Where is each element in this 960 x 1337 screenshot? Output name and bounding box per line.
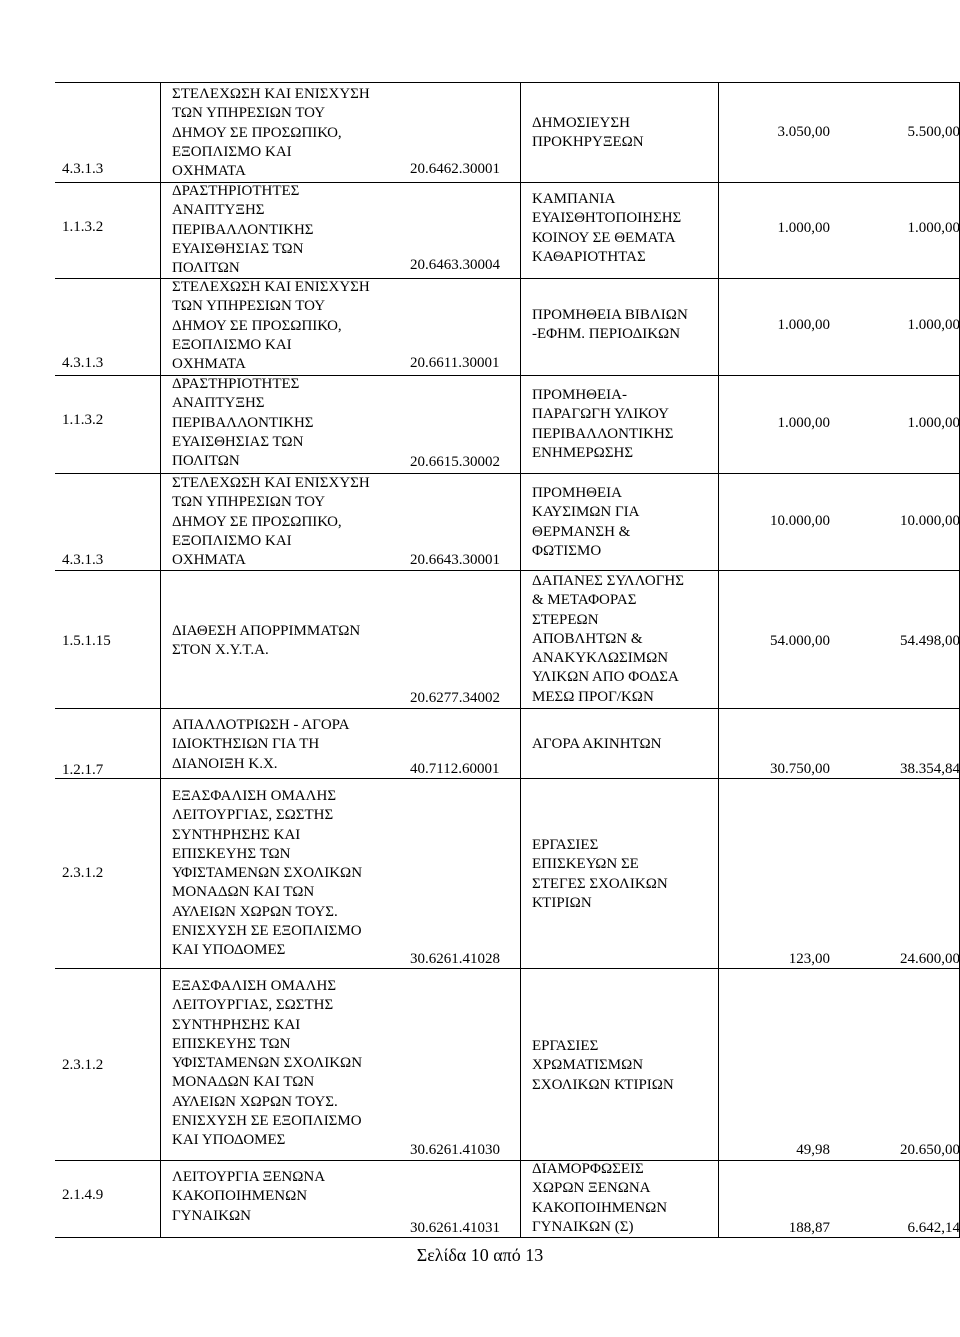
row-amount-1: 188,87 xyxy=(788,1220,830,1236)
row-code: 4.3.1.3 xyxy=(62,552,104,568)
row-description: ΔΡΑΣΤΗΡΙΟΤΗΤΕΣ ΑΝΑΠΤΥΞΗΣ ΠΕΡΙΒΑΛΛΟΝΤΙΚΗΣ ΕΥΑΙΣΘΗΣΙΑΣ ΤΩΝ ΠΟΛΙΤΩΝ xyxy=(172,376,314,470)
row-code: 1.1.3.2 xyxy=(62,219,104,235)
row-description: ΔΡΑΣΤΗΡΙΟΤΗΤΕΣ ΑΝΑΠΤΥΞΗΣ ΠΕΡΙΒΑΛΛΟΝΤΙΚΗΣ ΕΥΑΙΣΘΗΣΙΑΣ ΤΩΝ ΠΟΛΙΤΩΝ xyxy=(172,183,314,277)
row-title: ΠΡΟΜΗΘΕΙΑ- ΠΑΡΑΓΩΓΗ ΥΛΙΚΟΥ ΠΕΡΙΒΑΛΛΟΝΤΙΚΗΣ ΕΝΗΜΕΡΩΣΗΣ xyxy=(532,387,674,461)
row-amount-1: 1.000,00 xyxy=(777,317,830,333)
row-description: ΕΞΑΣΦΑΛΙΣΗ ΟΜΑΛΗΣ ΛΕΙΤΟΥΡΓΙΑΣ, ΣΩΣΤΗΣ ΣΥΝΤΗΡΗΣΗΣ ΚΑΙ ΕΠΙΣΚΕΥΗΣ ΤΩΝ ΥΦΙΣΤΑΜΕΝΩΝ ΣΧΟΛΙΚΩΝ ΜΟΝΑΔΩΝ ΚΑΙ ΤΩΝ ΑΥΛΕΙΩΝ ΧΩΡΩΝ ΤΟΥΣ. ΕΝΙΣΧΥΣΗ ΣΕ ΕΞΟΠΛΙΣΜΟ ΚΑΙ ΥΠΟΔΟΜΕΣ xyxy=(172,978,363,1149)
row-account: 30.6261.41030 xyxy=(410,1142,500,1158)
row-amount-2: 1.000,00 xyxy=(907,220,960,236)
row-code: 2.1.4.9 xyxy=(62,1187,104,1203)
row-title: ΕΡΓΑΣΙΕΣ ΧΡΩΜΑΤΙΣΜΩΝ ΣΧΟΛΙΚΩΝ ΚΤΙΡΙΩΝ xyxy=(532,1038,674,1093)
row-title: ΔΑΠΑΝΕΣ ΣΥΛΛΟΓΗΣ & ΜΕΤΑΦΟΡΑΣ ΣΤΕΡΕΩΝ ΑΠΟΒΛΗΤΩΝ & ΑΝΑΚΥΚΛΩΣΙΜΩΝ ΥΛΙΚΩΝ ΑΠΟ ΦΟΔΣΑ ΜΕΣΩ ΠΡΟΓ/ΚΩΝ xyxy=(532,573,684,705)
row-amount-1: 49,98 xyxy=(796,1142,830,1158)
row-amount-1: 123,00 xyxy=(788,951,830,967)
row-title: ΔΗΜΟΣΙΕΥΣΗ ΠΡΟΚΗΡΥΞΕΩΝ xyxy=(532,115,644,151)
row-title: ΑΓΟΡΑ ΑΚΙΝΗΤΩΝ xyxy=(532,736,662,752)
row-account: 20.6615.30002 xyxy=(410,454,500,470)
row-title: ΠΡΟΜΗΘΕΙΑ ΚΑΥΣΙΜΩΝ ΓΙΑ ΘΕΡΜΑΝΣΗ & ΦΩΤΙΣΜΟ xyxy=(532,485,640,559)
row-description: ΣΤΕΛΕΧΩΣΗ ΚΑΙ ΕΝΙΣΧΥΣΗ ΤΩΝ ΥΠΗΡΕΣΙΩΝ ΤΟΥ ΔΗΜΟΥ ΣΕ ΠΡΟΣΩΠΙΚΟ, ΕΞΟΠΛΙΣΜΟ ΚΑΙ ΟΧΗΜΑΤΑ xyxy=(172,86,370,180)
row-amount-1: 1.000,00 xyxy=(777,415,830,431)
row-description: ΛΕΙΤΟΥΡΓΙΑ ΞΕΝΩΝΑ ΚΑΚΟΠΟΙΗΜΕΝΩΝ ΓΥΝΑΙΚΩΝ xyxy=(172,1169,326,1224)
row-title: ΔΙΑΜΟΡΦΩΣΕΙΣ ΧΩΡΩΝ ΞΕΝΩΝΑ ΚΑΚΟΠΟΙΗΜΕΝΩΝ ΓΥΝΑΙΚΩΝ (Σ) xyxy=(532,1161,668,1235)
column-rule xyxy=(520,82,521,1237)
column-rule xyxy=(718,82,719,1237)
row-code: 2.3.1.2 xyxy=(62,1057,104,1073)
row-account: 20.6463.30004 xyxy=(410,257,500,273)
row-description: ΣΤΕΛΕΧΩΣΗ ΚΑΙ ΕΝΙΣΧΥΣΗ ΤΩΝ ΥΠΗΡΕΣΙΩΝ ΤΟΥ ΔΗΜΟΥ ΣΕ ΠΡΟΣΩΠΙΚΟ, ΕΞΟΠΛΙΣΜΟ ΚΑΙ ΟΧΗΜΑΤΑ xyxy=(172,475,370,569)
row-description: ΑΠΑΛΛΟΤΡΙΩΣΗ - ΑΓΟΡΑ ΙΔΙΟΚΤΗΣΙΩΝ ΓΙΑ ΤΗ ΔΙΑΝΟΙΞΗ Κ.Χ. xyxy=(172,717,350,772)
row-amount-2: 54.498,00 xyxy=(900,633,960,649)
row-account: 30.6261.41031 xyxy=(410,1220,500,1236)
row-description: ΣΤΕΛΕΧΩΣΗ ΚΑΙ ΕΝΙΣΧΥΣΗ ΤΩΝ ΥΠΗΡΕΣΙΩΝ ΤΟΥ ΔΗΜΟΥ ΣΕ ΠΡΟΣΩΠΙΚΟ, ΕΞΟΠΛΙΣΜΟ ΚΑΙ ΟΧΗΜΑΤΑ xyxy=(172,279,370,373)
row-code: 4.3.1.3 xyxy=(62,161,104,177)
row-code: 1.2.1.7 xyxy=(62,762,104,778)
row-account: 40.7112.60001 xyxy=(410,761,500,777)
row-rule xyxy=(55,708,960,709)
row-account: 20.6611.30001 xyxy=(410,355,500,371)
row-account: 20.6462.30001 xyxy=(410,161,500,177)
page-number: Σελίδα 10 από 13 xyxy=(416,1245,544,1265)
row-amount-1: 54.000,00 xyxy=(770,633,830,649)
row-code: 1.5.1.15 xyxy=(62,633,111,649)
row-description: ΕΞΑΣΦΑΛΙΣΗ ΟΜΑΛΗΣ ΛΕΙΤΟΥΡΓΙΑΣ, ΣΩΣΤΗΣ ΣΥΝΤΗΡΗΣΗΣ ΚΑΙ ΕΠΙΣΚΕΥΗΣ ΤΩΝ ΥΦΙΣΤΑΜΕΝΩΝ ΣΧΟΛΙΚΩΝ ΜΟΝΑΔΩΝ ΚΑΙ ΤΩΝ ΑΥΛΕΙΩΝ ΧΩΡΩΝ ΤΟΥΣ. ΕΝΙΣΧΥΣΗ ΣΕ ΕΞΟΠΛΙΣΜΟ ΚΑΙ ΥΠΟΔΟΜΕΣ xyxy=(172,788,363,959)
row-amount-2: 6.642,14 xyxy=(907,1220,960,1236)
row-title: ΠΡΟΜΗΘΕΙΑ ΒΙΒΛΙΩΝ -ΕΦΗΜ. ΠΕΡΙΟΔΙΚΩΝ xyxy=(532,307,688,343)
row-amount-2: 5.500,00 xyxy=(907,124,960,140)
row-code: 2.3.1.2 xyxy=(62,865,104,881)
row-amount-2: 1.000,00 xyxy=(907,415,960,431)
column-rule xyxy=(160,82,161,1237)
row-account: 20.6643.30001 xyxy=(410,552,500,568)
row-amount-1: 30.750,00 xyxy=(770,761,830,777)
row-amount-2: 38.354,84 xyxy=(900,761,960,777)
row-amount-2: 10.000,00 xyxy=(900,513,960,529)
row-code: 1.1.3.2 xyxy=(62,412,104,428)
row-account: 30.6261.41028 xyxy=(410,951,500,967)
row-title: ΕΡΓΑΣΙΕΣ ΕΠΙΣΚΕΥΩΝ ΣΕ ΣΤΕΓΕΣ ΣΧΟΛΙΚΩΝ ΚΤΙΡΙΩΝ xyxy=(532,837,668,911)
row-rule xyxy=(55,82,960,83)
row-description: ΔΙΑΘΕΣΗ ΑΠΟΡΡΙΜΜΑΤΩΝ ΣΤΟΝ Χ.Υ.Τ.Α. xyxy=(172,623,361,659)
row-amount-2: 20.650,00 xyxy=(900,1142,960,1158)
row-title: ΚΑΜΠΑΝΙΑ ΕΥΑΙΣΘΗΤΟΠΟΙΗΣΗΣ ΚΟΙΝΟΥ ΣΕ ΘΕΜΑΤΑ ΚΑΘΑΡΙΟΤΗΤΑΣ xyxy=(532,191,682,265)
row-code: 4.3.1.3 xyxy=(62,355,104,371)
row-amount-2: 1.000,00 xyxy=(907,317,960,333)
row-amount-1: 3.050,00 xyxy=(777,124,830,140)
row-amount-1: 1.000,00 xyxy=(777,220,830,236)
row-amount-2: 24.600,00 xyxy=(900,951,960,967)
row-account: 20.6277.34002 xyxy=(410,690,500,706)
row-amount-1: 10.000,00 xyxy=(770,513,830,529)
